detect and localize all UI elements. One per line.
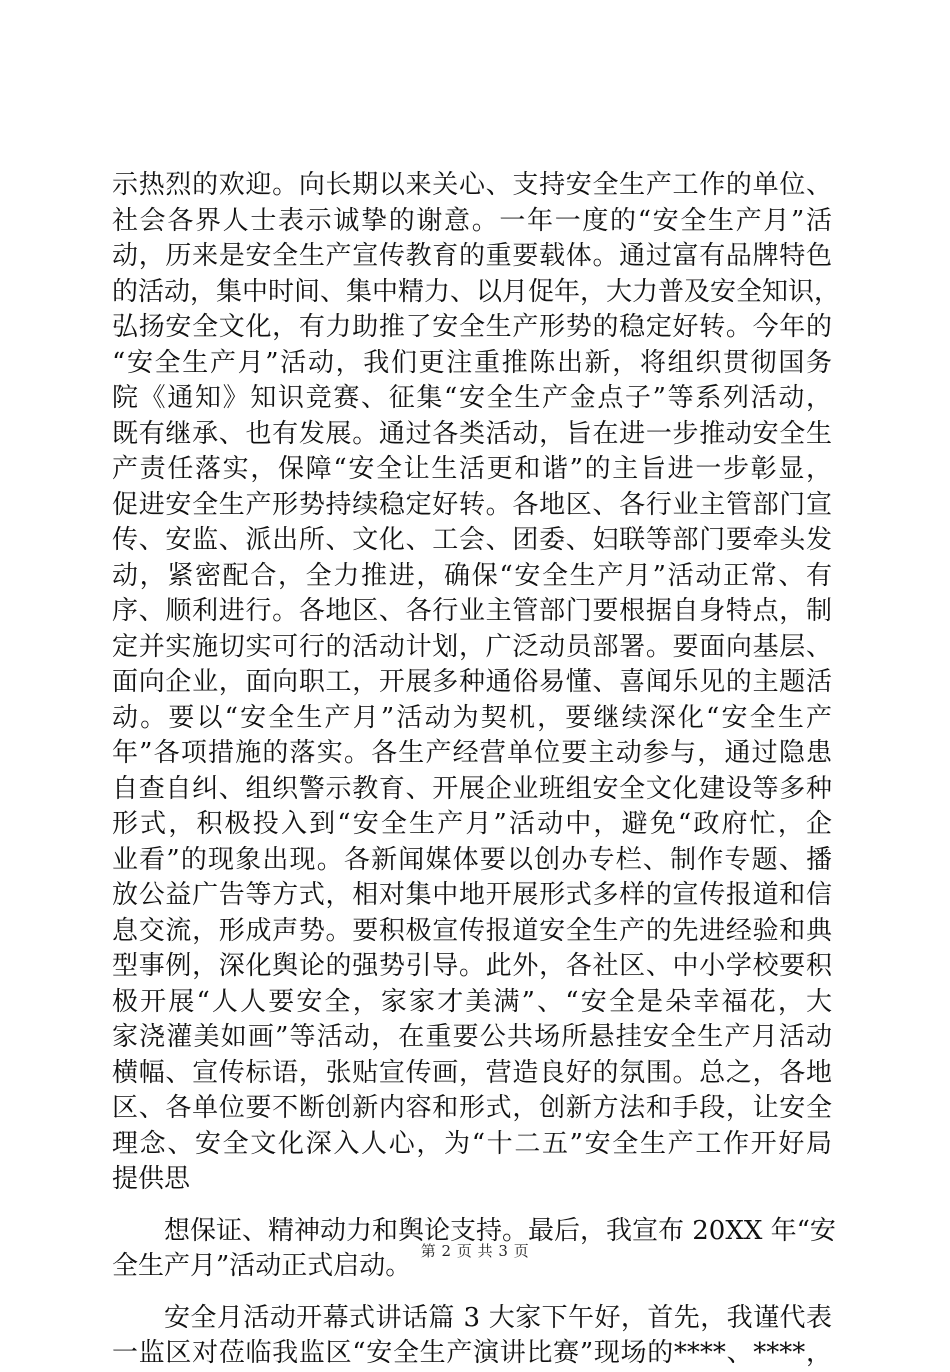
text-line: 型事例，深化舆论的强势引导。此外，各社区、中小学校要积 <box>112 951 832 981</box>
paragraph-3 <box>112 1301 832 1372</box>
text-line: 理念、安全文化深入人心，为“十二五”安全生产工作开好局 <box>112 1128 832 1159</box>
text-line: 放公益广告等方式，相对集中地开展形式多样的宣传报道和信 <box>112 880 832 910</box>
paragraph-1 <box>112 168 841 1198</box>
text-line: 息交流，形成声势。要积极宣传报道安全生产的先进经验和典 <box>112 915 832 946</box>
text-line: 提供思 <box>112 1164 191 1194</box>
text-line: 示热烈的欢迎。向长期以来关心、支持安全生产工作的单位、 <box>112 170 832 200</box>
text-line: 产责任落实，保障“安全让生活更和谐”的主旨进一步彰显， <box>112 454 832 484</box>
text-line: 想保证、精神动力和舆论支持。最后，我宣布 20XX 年“安 <box>164 1215 836 1246</box>
text-line: 动，历来是安全生产宣传教育的重要载体。通过富有品牌特色 <box>112 241 832 271</box>
text-line: 既有继承、也有发展。通过各类活动，旨在进一步推动安全生 <box>112 418 832 449</box>
text-line: 年”各项措施的落实。各生产经营单位要主动参与，通过隐患 <box>112 738 832 768</box>
text-line: 定并实施切实可行的活动计划，广泛动员部署。要面向基层、 <box>112 631 832 662</box>
text-line: “安全生产月”活动，我们更注重推陈出新，将组织贯彻国务 <box>112 347 832 378</box>
text-line: 弘扬安全文化，有力助推了安全生产形势的稳定好转。今年的 <box>112 312 832 342</box>
text-line: 的活动，集中时间、集中精力、以月促年，大力普及安全知识， <box>112 276 841 307</box>
text-line: 自查自纠、组织警示教育、开展企业班组安全文化建设等多种 <box>112 773 832 804</box>
text-line: 形式，积极投入到“安全生产月”活动中，避免“政府忙，企 <box>112 809 832 839</box>
text-line: 横幅、宣传标语，张贴宣传画，营造良好的氛围。总之，各地 <box>112 1057 832 1088</box>
text-line: 传、安监、派出所、文化、工会、团委、妇联等部门要牵头发 <box>112 525 832 555</box>
text-line: 动。要以“安全生产月”活动为契机，要继续深化“安全生产 <box>112 702 832 733</box>
text-line: 业看”的现象出现。各新闻媒体要以创办专栏、制作专题、播 <box>112 844 832 875</box>
text-line: 区、各单位要不断创新内容和形式，创新方法和手段，让安全 <box>112 1093 832 1123</box>
text-line: 社会各界人士表示诚挚的谢意。一年一度的“安全生产月”活 <box>112 205 832 236</box>
text-line: 家浇灌美如画”等活动，在重要公共场所悬挂安全生产月活动 <box>112 1022 832 1052</box>
text-line: 安全月活动开幕式讲话篇 3 大家下午好，首先，我谨代表 <box>164 1302 832 1333</box>
document-body <box>112 168 841 1372</box>
text-line: 一监区对莅临我监区“安全生产演讲比赛”现场的****、****， <box>112 1338 832 1368</box>
page-number-footer: 第 2 页 共 3 页 <box>420 1242 530 1260</box>
text-line: 极开展“人人要安全，家家才美满”、“安全是朵幸福花，大 <box>112 986 832 1017</box>
text-line: 院《通知》知识竞赛、征集“安全生产金点子”等系列活动， <box>112 383 832 413</box>
text-line: 面向企业，面向职工，开展多种通俗易懂、喜闻乐见的主题活 <box>112 667 832 697</box>
text-line: 动，紧密配合，全力推进，确保“安全生产月”活动正常、有 <box>112 560 832 591</box>
paragraph-gap <box>112 1285 832 1301</box>
text-line: 促进安全生产形势持续稳定好转。各地区、各行业主管部门宣 <box>112 489 832 520</box>
text-line: 序、顺利进行。各地区、各行业主管部门要根据自身特点，制 <box>112 596 832 626</box>
paragraph-gap <box>112 1198 832 1214</box>
text-line: 全生产月”活动正式启动。 <box>112 1251 412 1281</box>
